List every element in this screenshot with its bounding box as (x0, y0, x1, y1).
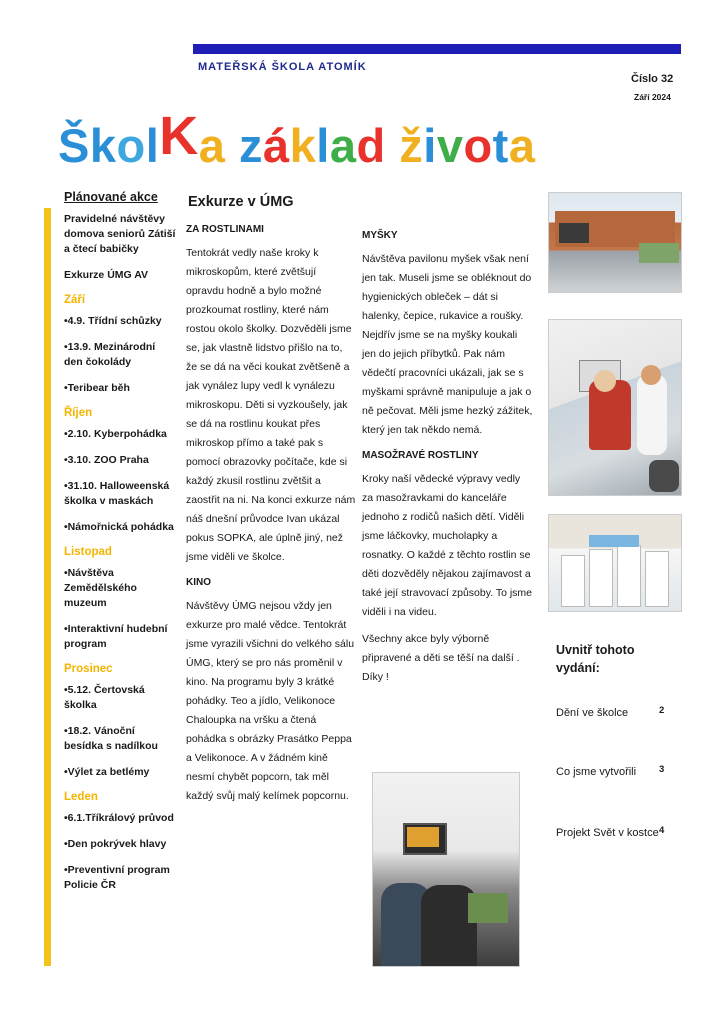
title-letter: l (316, 119, 330, 172)
school-name: MATEŘSKÁ ŠKOLA ATOMÍK (198, 61, 367, 73)
sidebar-event-item: •13.9. Mezinárodní den čokolády (64, 341, 156, 368)
title-letter: i (423, 119, 437, 172)
article-subheading: MASOŽRAVÉ ROSTLINY (362, 450, 479, 461)
sidebar-month: Prosinec (64, 663, 113, 675)
sidebar-month: Říjen (64, 407, 93, 419)
lab-coats-photo (548, 514, 682, 612)
toc-page-number: 3 (659, 764, 665, 775)
article-paragraph: Návštěvy ÚMG nejsou vždy jen exkurze pro malé vědce. Tentokrát jsme vyrazili všichni do velkého sálu ÚMG, který se pro nás proměnil v kino. Na programu byly 3 krátké pohádky. Teo a jídlo, Velikonoce Chaloupka na vršku a čtená pohádka s obrázky Prasátko Peppa a Velikonoce. A v žádném kině nesmí chybět popcorn, tak měl každý svůj malý kelímek popcornu. (186, 600, 355, 802)
toc-page-number: 4 (659, 825, 665, 836)
article-column-2 (362, 228, 534, 695)
article-paragraph: Kroky naší vědecké výpravy vedly za masožravkami do kanceláře jednoho z rodičů našich dětí. Viděli jsme láčkovky, mucholapky a rosnatky. O každé z těchto rostlin se děti dozvěděly nějakou zajímavost a také její stravovací způsoby. To jsme viděli i na videu. (362, 473, 533, 618)
title-letter (386, 118, 400, 173)
title-letter: o (463, 119, 493, 172)
issue-date: Září 2024 (634, 92, 671, 102)
sidebar-intro-item: Exkurze ÚMG AV (64, 269, 149, 281)
title-letter: k (89, 119, 117, 172)
building-photo (548, 192, 682, 293)
article-subheading: KINO (186, 577, 211, 588)
sidebar-event-item: •Námořnická pohádka (64, 521, 174, 533)
planned-events-sidebar (64, 190, 176, 904)
sidebar-event-item: •5.12. Čertovská školka (64, 684, 145, 711)
title-letter: l (145, 119, 160, 172)
sidebar-event-item: •4.9. Třídní schůzky (64, 315, 162, 327)
sidebar-event-item: •Výlet za betlémy (64, 766, 150, 778)
title-letter: z (238, 119, 263, 172)
title-letter: Š (58, 119, 90, 172)
article-title: Exkurze v ÚMG (188, 194, 294, 210)
sidebar-month: Leden (64, 791, 98, 803)
cinema-photo (372, 772, 520, 967)
sidebar-event-item: •Teribear běh (64, 382, 130, 394)
inside-issue-title: Uvnitř tohoto vydání: (556, 643, 635, 675)
title-letter: v (436, 119, 464, 172)
title-letter: K (159, 106, 199, 166)
sidebar-event-item: •Návštěva Zemědělského muzeum (64, 567, 137, 609)
newsletter-title (58, 106, 536, 175)
title-letter: k (289, 119, 317, 172)
article-column-1 (186, 222, 356, 814)
toc-entry-label: Dění ve školce (556, 707, 629, 719)
sidebar-event-item: •Den pokrývek hlavy (64, 838, 167, 850)
header-rule (193, 44, 681, 54)
sidebar-event-item: •3.10. ZOO Praha (64, 454, 149, 466)
title-letter: d (356, 119, 386, 172)
sidebar-month: Listopad (64, 546, 112, 558)
article-subheading: MYŠKY (362, 230, 398, 241)
title-letter: a (329, 119, 357, 172)
sidebar-event-item: •18.2. Vánoční besídka s nadílkou (64, 725, 158, 752)
title-letter: t (492, 119, 509, 172)
article-subheading: ZA ROSTLINAMI (186, 224, 264, 235)
sidebar-accent-bar (44, 208, 51, 966)
sidebar-event-item: •Interaktivní hudební program (64, 623, 168, 650)
article-paragraph: Tentokrát vedly naše kroky k mikroskopům, které zvětšují opravdu hodně a bylo možné prozkoumat rostliny, které nám rostou okolo školky. Dozvěděli jsme se, jak vlastně lidstvo přišlo na to, že se dá na věci koukat zvětšeně a jak vynález lupy vedl k vynálezu mikroskopu. Děti si vyzkoušely, jak se dá na rostlinu koukat přes mikroskop přímo a také pak s pomocí obrazovky počítače, kde si každý zkusil rostlinu zvětšit a zaostřit na ni. Na konci exkurze nám náš dnešní průvodce Ivan ukázal pokus SOPKA, ale úplně jiný, než jsme viděli ve školce. (186, 247, 356, 563)
toc-entry-label: Projekt Svět v kostce (556, 827, 659, 839)
sidebar-event-item: •6.1.Tříkrálový průvod (64, 812, 174, 824)
sidebar-heading: Plánované akce (64, 190, 158, 204)
microscope-photo (548, 319, 682, 496)
title-letter (225, 118, 239, 173)
article-paragraph: Návštěva pavilonu myšek však není jen tak. Museli jsme se obléknout do hygienických obleček – dát si halenky, čepice, rukavice a roušky. Nejdřív jsme se na myšky koukali jen do jejich příbytků. Pak nám vědečtí pracovníci ukázali, jak se s myškami správně manipuluje a jak o ně pečovat. Měli jsme hezký zážitek, který jen tak někdo nemá. (362, 253, 533, 436)
article-paragraph: Všechny akce byly výborně připravené a děti se těší na další . Díky ! (362, 633, 520, 683)
title-letter: á (262, 119, 290, 172)
sidebar-intro-item: Pravidelné návštěvy domova seniorů Zátiší a čtecí babičky (64, 213, 176, 255)
title-letter: a (198, 119, 226, 172)
toc-entry-label: Co jsme vytvořili (556, 766, 637, 778)
title-letter: a (508, 119, 536, 172)
title-letter: o (116, 119, 146, 172)
toc-page-number: 2 (659, 705, 665, 716)
sidebar-event-item: •Preventivní program Policie ČR (64, 864, 170, 891)
sidebar-month: Září (64, 294, 86, 306)
sidebar-event-item: •2.10. Kyberpohádka (64, 428, 167, 440)
title-letter: ž (399, 119, 424, 172)
sidebar-event-item: •31.10. Halloweenská školka v maskách (64, 480, 170, 507)
issue-number: Číslo 32 (631, 73, 674, 85)
